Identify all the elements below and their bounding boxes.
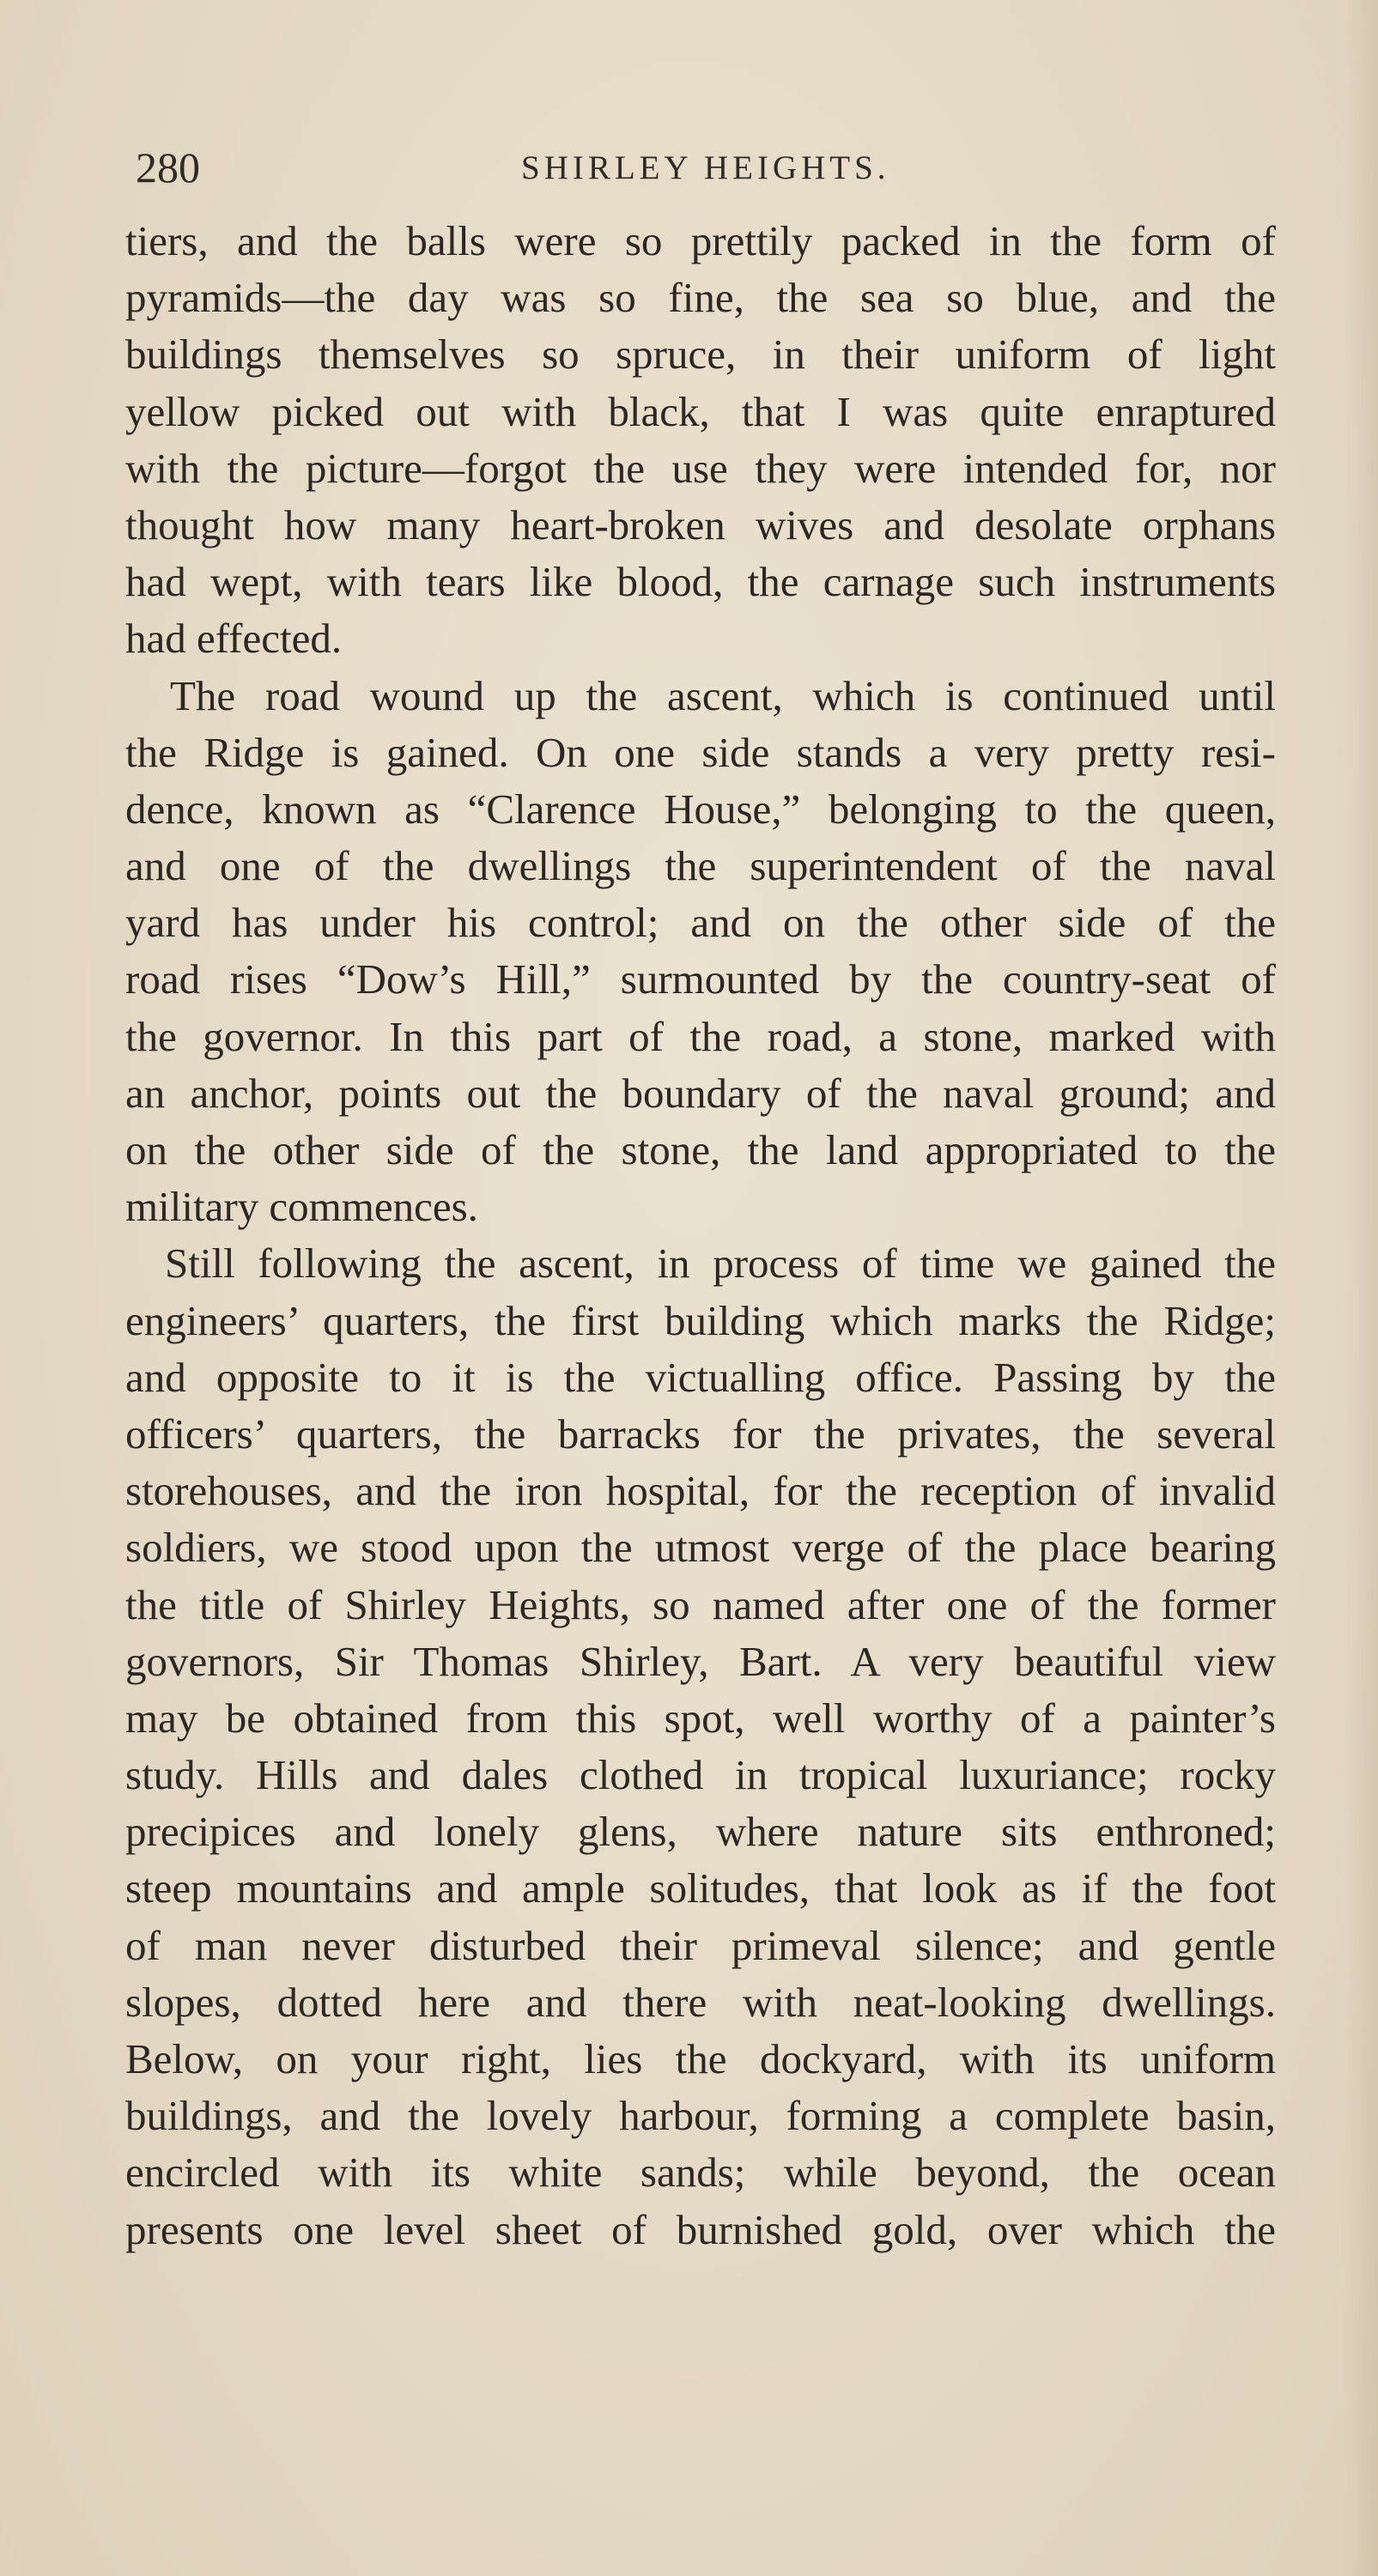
text-line: may be obtained from this spot, well worthy of a painter’s [125,1694,1276,1742]
text-line: thought how many heart-broken wives and desolate orphans [125,500,1276,549]
text-line: of man never disturbed their primeval silence; and gentle [125,1921,1276,1969]
text-line: yard has under his control; and on the other side of the [125,899,1276,947]
text-line: buildings themselves so spruce, in their uniform of light [125,330,1276,379]
text-line: study. Hills and dales clothed in tropical luxuriance; rocky [125,1751,1276,1799]
text-line: military commences. [125,1183,478,1231]
text-line: The road wound up the ascent, which is continued until [170,671,1276,719]
text-line: engineers’ quarters, the first building which marks the Ridge; [125,1296,1276,1344]
text-line: the Ridge is gained. On one side stands a very pretty resi- [125,728,1276,776]
text-line: pyramids—the day was so fine, the sea so blue, and the [125,274,1276,322]
text-line: dence, known as “Clarence House,” belonging to the queen, [125,785,1276,833]
text-line: with the picture—forgot the use they were intended for, nor [125,444,1276,492]
text-line: and one of the dwellings the superintendent of the naval [125,842,1276,890]
text-line: road rises “Dow’s Hill,” surmounted by the country-seat of [125,955,1276,1003]
body-text [125,213,1276,2258]
text-line: Still following the ascent, in process of time we gained the [165,1240,1276,1288]
text-line: encircled with its white sands; while beyond, the ocean [125,2149,1276,2197]
text-line: soldiers, we stood upon the utmost verge of the place bearing [125,1524,1276,1572]
page-edge-shadow [1344,0,1378,2576]
text-line: had wept, with tears like blood, the carnage such instruments [125,558,1276,606]
text-line: precipices and lonely glens, where nature sits enthroned; [125,1808,1276,1856]
running-head [131,137,1281,197]
text-line: buildings, and the lovely harbour, forming a complete basin, [125,2092,1276,2140]
text-line: tiers, and the balls were so prettily packed in the form of [125,217,1276,264]
text-line: slopes, dotted here and there with neat-looking dwellings. [125,1978,1276,2026]
text-line: the governor. In this part of the road, a stone, marked with [125,1012,1276,1060]
text-line: steep mountains and ample solitudes, that look as if the foot [125,1864,1276,1912]
text-line: officers’ quarters, the barracks for the privates, the several [125,1409,1276,1458]
text-line: had effected. [125,615,343,663]
text-line: storehouses, and the iron hospital, for the reception of invalid [125,1467,1276,1515]
text-line: Below, on your right, lies the dockyard, with its uniform [125,2035,1276,2082]
page-number: 280 [136,143,200,191]
text-line: yellow picked out with black, that I was quite enraptured [125,387,1276,435]
text-line: on the other side of the stone, the land appropriated to the [125,1126,1276,1173]
running-title: SHIRLEY HEIGHTS. [521,149,890,186]
text-line: governors, Sir Thomas Shirley, Bart. A very beautiful view [125,1637,1276,1685]
text-line: an anchor, points out the boundary of the naval ground; and [125,1069,1276,1117]
text-line: presents one level sheet of burnished gold, over which the [125,2205,1276,2253]
text-line: and opposite to it is the victualling office. Passing by the [125,1353,1276,1401]
text-line: the title of Shirley Heights, so named after one of the former [125,1580,1276,1628]
